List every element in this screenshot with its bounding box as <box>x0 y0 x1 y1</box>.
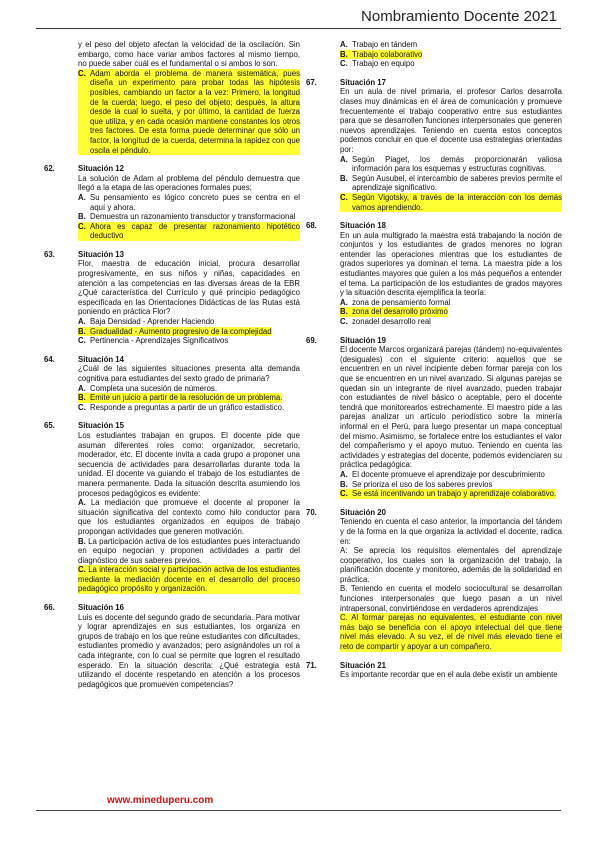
question-number: 67. <box>306 77 317 87</box>
option-b-answer: B. Gradualidad - Aumento progresivo de la complejidad <box>78 326 272 336</box>
question-stem: Los estudiantes trabajan en grupos. El docente pide que asuman diferentes roles como: organizador, secretario, moderador, etc. El docente invita a cada grupo a proponer una secuencia de actividades para desarrollarlas durante toda la unidad. El docente va guiando el trabajo de los estudiantes de manera permanente. Dada la situación descrita asumiendo los procesos pedagógicos es evidente: <box>78 430 300 498</box>
question-title: Situación 14 <box>78 354 124 364</box>
option-a: A. zona de pensamiento formal <box>340 297 451 307</box>
option-a: A. Baja Densidad - Aprender Haciendo <box>78 317 215 327</box>
question-stem: Es importante recordar que en el aula debe existir un ambiente <box>340 670 558 680</box>
option-c: C. Pertinencia - Aprendizajes Significativos <box>78 336 229 346</box>
option-b-answer: B. Trabajo colaborativo <box>340 49 423 59</box>
question-number: 71. <box>306 660 317 670</box>
footer-divider <box>36 810 561 811</box>
question-63 <box>44 250 300 346</box>
right-column <box>306 40 562 689</box>
question-64 <box>44 355 300 413</box>
question-stem: En un aula multigrado la maestra está trabajando la noción de conjuntos y los estudiantes de grados menores no logran entender las operaciones mientras que los estudiantes de grados superiores ya dominan el tema. La maestra pide a los estudiantes mayores que guíen a los más pequeños a entender el tema. La participación de los estudiantes de grados mayores y la situación descrita ejemplifica la teoría: <box>340 230 562 298</box>
question-number: 64. <box>44 354 55 364</box>
option-a: A. Trabajo en tándem <box>340 40 418 49</box>
question-62 <box>44 164 300 241</box>
page-title: Nombramiento Docente 2021 <box>361 8 557 25</box>
question-title: Situación 18 <box>340 221 386 231</box>
question-69 <box>306 336 562 499</box>
option-c-answer: C. Según Vigotsky, a través de la interacción con los demás vamos aprendiendo. <box>340 192 562 212</box>
question-title: Situación 12 <box>78 164 124 174</box>
question-title: Situación 15 <box>78 421 124 431</box>
question-65 <box>44 421 300 594</box>
left-column <box>44 40 300 698</box>
option-b: B. La participación activa de los estudiantes pues interactuando en equipo negocian y proponen actividades a partir del diagnóstico de sus saberes previos. <box>78 536 300 565</box>
question-number: 69. <box>306 335 317 345</box>
option-text: Adam aborda el problema de manera sistemática, pues diseña un experimento para probar todas las hipótesis posibles, cambiando un factor a la vez: Primero, la longitud de la cuerda; luego, el peso del objeto; después, la altura desde la cual lo suelta, y por último, la cantidad de fuerza que utiliza, y en cada ocasión mantiene constantes los otros tres factores. De esta forma puede determinar que sólo un factor, la longitud de la cuerda, determina la rapidez con que oscila el péndulo. <box>90 68 300 155</box>
question-stem: Luis es docente del segundo grado de secundaria. Para motivar y lograr aprendizajes en sus estudiantes, los organiza en grupos de trabajo en los que reúne estudiantes con dificultades, estudiantes promedio y avanzados; pero asignándoles un rol a cada integrante, con lo cual se permite que logren el resultado esperado. En la situación descrita: ¿Qué estrategia está utilizando el docente respetando en atención a los procesos pedagógicos que promueven competencias? <box>78 612 300 689</box>
question-title: Situación 19 <box>340 335 386 345</box>
option-a: A. Su pensamiento es lógico concreto pues se centra en el aquí y ahora. <box>78 192 300 212</box>
option-a: A. La mediación que promueve el docente al proponer la situación significativa del contexto como hilo conductor para que los estudiantes organizados en equipos de trabajo propongan actividades que generen motivación. <box>78 498 300 536</box>
option-c-answer: C. Al formar parejas no equivalentes, el estudiante con nivel más bajo se beneficia con el apoyo intelectual del que tiene nivel más elevado. A su vez, el de nivel más elevado tiene el reto de compartir y apoyar a un compañero. <box>340 613 562 652</box>
question-number: 62. <box>44 164 55 174</box>
header-divider <box>36 28 561 29</box>
option-a: A. El docente promueve el aprendizaje por descubrimiento <box>340 469 545 479</box>
option-c: C. Trabajo en equipo <box>340 59 415 69</box>
option-a: A. Completa una sucesión de números. <box>78 383 217 393</box>
question-stem: Teniendo en cuenta el caso anterior, la importancia del tándem y de la forma en la que organiza la actividad el docente, radica en: <box>340 517 562 546</box>
continued-text <box>44 40 300 155</box>
question-67 <box>306 78 562 212</box>
question-number: 68. <box>306 221 317 231</box>
question-number: 65. <box>44 421 55 431</box>
footer-link[interactable]: www.mineduperu.com <box>107 795 214 806</box>
continued-option-c <box>78 69 300 155</box>
option-b-answer: B. Emite un juicio a partir de la resolución de un problema. <box>78 393 283 403</box>
question-stem: Flor, maestra de educación inicial, procura desarrollar progresivamente, en sus niños y niñas, capacidades en atención a las competencias en las diversas áreas de la EBR ¿Qué característica del Currículo y qué principio pedagógico especificada en las Orientaciones Didácticas de las Rutas está poniendo en práctica Flor? <box>78 259 300 317</box>
option-b: B. Demuestra un razonamiento transductor y transformacional <box>78 212 296 222</box>
question-71 <box>306 661 562 680</box>
option-c-answer: C. Ahora es capaz de presentar razonamiento hipotético deductivo <box>78 221 300 241</box>
option-b: B. Teniendo en cuenta el modelo sociocultural se desarrollan funciones interpersonales que luego pasan a un nivel intrapersonal, convirtiéndose en verdaderos aprendizajes <box>340 584 562 613</box>
question-title: Situación 21 <box>340 660 386 670</box>
question-title: Situación 16 <box>78 603 124 613</box>
question-title: Situación 20 <box>340 507 386 517</box>
option-b: B. Se prioriza el uso de los saberes previos <box>340 479 493 489</box>
question-stem: La solución de Adam al problema del péndulo demuestra que llegó a la etapa de las operaciones formales pues; <box>78 173 300 193</box>
question-stem: ¿Cuál de las siguientes situaciones presenta alta demanda cognitiva para estudiantes del sexto grado de primaria? <box>78 364 300 383</box>
option-letter: C. <box>78 69 90 155</box>
question-number: 63. <box>44 249 55 259</box>
question-66 <box>44 603 300 689</box>
option-c: C. Responde a preguntas a partir de un gráfico estadístico. <box>78 402 285 412</box>
option-c-answer: C. La interacción social y participación activa de los estudiantes mediante la mediación docente en el desarrollo del proceso pedagógico propósito y organización. <box>78 565 300 594</box>
option-a: A: Se aprecia los requisitos elementales del aprendizaje cooperativo, los cuales son la organización del trabajo, la planificación docente y monitoreo, además de la solidaridad en práctica. <box>340 546 562 584</box>
question-number: 70. <box>306 507 317 517</box>
option-b-answer: B. zona del desarrollo próximo <box>340 307 448 317</box>
question-70 <box>306 508 562 652</box>
option-a: A. Según Piaget, los demás proporcionarán valiosa información para los esquemas y estructuras cognitivas. <box>340 154 562 174</box>
question-title: Situación 17 <box>340 77 386 87</box>
continued-options <box>306 40 562 69</box>
question-stem: En un aula de nivel primaria, el profesor Carlos desarrolla clases muy dinámicas en el área de comunicación y promueve frecuentemente el trabajo cooperativo entre sus estudiantes para que se desarrollen funciones interpersonales que generen nuevos aprendizajes. Teniendo en cuenta estos conceptos podemos concluir en que el docente usa estrategias orientadas por: <box>340 87 562 154</box>
option-c: C. zonadel desarrollo real <box>340 317 431 327</box>
option-c-answer: C. Se está incentivando un trabajo y aprendizaje colaborativo. <box>340 489 557 499</box>
option-b: B. Según Ausubel, el intercambio de saberes previos permite el aprendizaje significativo. <box>340 173 562 193</box>
question-68 <box>306 221 562 327</box>
question-title: Situación 13 <box>78 249 124 259</box>
question-number: 66. <box>44 603 55 613</box>
page-header <box>0 0 595 40</box>
question-stem: El docente Marcos organizará parejas (tándem) no-equivalentes (desiguales) con el siguiente criterio: aquellos que se encuentren en un nivel incipiente deben formar pareja con los que se encuentren en un nivel avanzado. Si algunas parejas se quedan sin un integrante de nivel avanzado, pueden trabajar con estudiantes de nivel básico o aceptable, pero el docente tendrá que monitorearlos estrechamente. El maestro pide a las parejas analizar un artículo periodístico sobre la minería informal en el Perú, para luego presentar un mapa conceptual del mismo. Asimismo, se fortalece entre los estudiantes el valor del compañerismo y el apoyo mutuo. Teniendo en cuenta las actividades y estrategias del docente, podemos evidenciaren su práctica pedagógica: <box>340 345 562 470</box>
continued-paragraph: y el peso del objeto afectan la velocidad de la oscilación. Sin embargo, como hace variar ambos factores al mismo tiempo, no puede saber cuál es el fundamental o si ambos lo son. <box>78 40 300 69</box>
